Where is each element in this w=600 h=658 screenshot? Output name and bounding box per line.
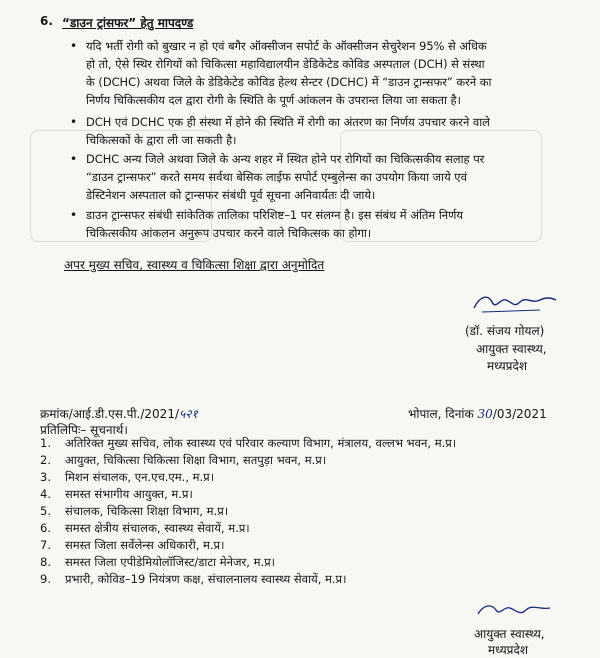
date-rest: /03/2021 bbox=[492, 407, 547, 421]
section-title: “डाउन ट्रांसफर” हेतु मापदण्ड bbox=[62, 16, 194, 30]
paragraph-line: DCH एवं DCHC एक ही संस्था में होने की स्थिति में रोगी का अंतरण का निर्णय उपचार करने वाले bbox=[86, 115, 490, 129]
reference-handwritten-number: ५२१ bbox=[179, 407, 198, 421]
bullet-marker: • bbox=[70, 115, 78, 129]
list-item bbox=[40, 504, 456, 521]
cc-heading: प्रतिलिपिः– सूचनार्थ। bbox=[40, 423, 128, 437]
paragraph-line: निर्णय चिकित्सकीय दल द्वारा रोगी के स्थिति के पूर्ण आंकलन के उपरान्त लिया जा सकता है। bbox=[86, 93, 461, 107]
list-item-number: 3. bbox=[40, 470, 51, 484]
section-number: 6. bbox=[40, 14, 53, 28]
reference-prefix: क्रमांक/आई.डी.एस.पी./2021/ bbox=[40, 407, 179, 421]
list-item-text: आयुक्त, चिकित्सा चिकित्सा शिक्षा विभाग, सतपुड़ा भवन, म.प्र। bbox=[65, 453, 327, 467]
footer-state: मध्यप्रदेश bbox=[488, 643, 529, 657]
list-item bbox=[40, 487, 456, 504]
footer-designation: आयुक्त स्वास्थ्य, bbox=[474, 627, 545, 641]
list-item-number: 2. bbox=[40, 453, 51, 467]
signature-image bbox=[470, 288, 560, 318]
list-item bbox=[40, 555, 456, 572]
paragraph-line: हो तो, ऐसे स्थिर रोगियों को चिकित्सा महाविद्यालयीन डेडिकेटेड कोविड अस्पताल (DCH) से संस्था bbox=[86, 57, 485, 71]
paragraph-line: चिकित्सकीय आंकलन अनुरूप उपचार करने वाले चिकित्सक का होगा। bbox=[86, 226, 372, 240]
list-item bbox=[40, 453, 456, 470]
paragraph-line: डेस्टिनेशन अस्पताल को ट्रान्सफर संबंधी पूर्व सूचना अनिवार्यतः दी जाये। bbox=[86, 188, 376, 202]
list-item-number: 4. bbox=[40, 487, 51, 501]
signatory-state: मध्यप्रदेश bbox=[487, 359, 528, 373]
list-item-number: 8. bbox=[40, 555, 51, 569]
list-item-text: अतिरिक्त मुख्य सचिव, लोक स्वास्थ्य एवं परिवार कल्याण विभाग, मंत्रालय, वल्लभ भवन, म.प्र। bbox=[65, 436, 457, 450]
bullet-paragraph-3 bbox=[86, 150, 556, 204]
paragraph-line: डाउन ट्रान्सफर संबंधी सांकेतिक तालिका परिशिष्ट–1 पर संलग्न है। इस संबंध में अंतिम निर्णय bbox=[86, 208, 463, 222]
list-item bbox=[40, 470, 456, 487]
list-item-text: प्रभारी, कोविड–19 नियंत्रण कक्ष, संचालनालय स्वास्थ्य सेवायें, म.प्र। bbox=[65, 572, 347, 586]
list-item-number: 1. bbox=[40, 436, 51, 450]
list-item bbox=[40, 572, 456, 589]
list-item-number: 7. bbox=[40, 538, 51, 552]
paragraph-line: DCHC अन्य जिले अथवा जिले के अन्य शहर में स्थित होने पर रोगियों का चिकित्सकीय सलाह पर bbox=[86, 152, 485, 166]
list-item bbox=[40, 521, 456, 538]
list-item-text: संचालक, चिकित्सा शिक्षा विभाग, म.प्र। bbox=[65, 504, 229, 518]
list-item-number: 5. bbox=[40, 504, 51, 518]
list-item-text: मिशन संचालक, एन.एच.एम., म.प्र। bbox=[65, 470, 215, 484]
bullet-paragraph-1 bbox=[86, 37, 556, 109]
bullet-paragraph-2 bbox=[86, 113, 556, 149]
signatory-name: (डॉ. संजय गोयल) bbox=[465, 324, 545, 338]
reference-number bbox=[40, 405, 198, 422]
list-item-text: समस्त क्षेत्रीय संचालक, स्वास्थ्य सेवायें, म.प्र। bbox=[65, 521, 250, 535]
place-date bbox=[408, 405, 547, 422]
approval-note: अपर मुख्य सचिव, स्वास्थ्य व चिकित्सा शिक्षा द्वारा अनुमोदित bbox=[64, 258, 325, 272]
bullet-marker: • bbox=[70, 152, 78, 166]
list-item bbox=[40, 538, 456, 555]
bullet-marker: • bbox=[70, 208, 78, 222]
footer-signature-image bbox=[474, 598, 554, 624]
paragraph-line: “डाउन ट्रान्सफर” करते समय सर्वथा बेसिक लाईफ सपोर्ट एम्बुलेन्स का उपयोग किया जाये एवं bbox=[86, 170, 467, 184]
list-item-text: समस्त संभागीय आयुक्त, म.प्र। bbox=[65, 487, 193, 501]
paragraph-line: के (DCHC) अथवा जिले के डेडिकेटेड कोविड हेल्थ सेन्टर (DCHC) में “डाउन ट्रान्सफर” करने का bbox=[86, 75, 492, 89]
cc-list bbox=[40, 436, 456, 589]
bullet-paragraph-4 bbox=[86, 206, 556, 242]
list-item-number: 6. bbox=[40, 521, 51, 535]
place-date-prefix: भोपाल, दिनांक bbox=[408, 407, 474, 421]
signatory-designation: आयुक्त स्वास्थ्य, bbox=[476, 342, 547, 356]
list-item-number: 9. bbox=[40, 572, 51, 586]
list-item-text: समस्त जिला एपीडेमियोलॉजिस्ट/डाटा मेनेजर, म.प्र। bbox=[65, 555, 276, 569]
list-item-text: समस्त जिला सर्वेलेन्स अधिकारी, म.प्र। bbox=[65, 538, 225, 552]
list-item bbox=[40, 436, 456, 453]
bullet-marker: • bbox=[70, 39, 78, 53]
paragraph-line: यदि भर्ती रोगी को बुखार न हो एवं बगैर ऑक्सीजन सपोर्ट के ऑक्सीजन सेचुरेशन 95% से अधिक bbox=[86, 39, 487, 53]
date-day-handwritten: 30 bbox=[477, 407, 493, 421]
paragraph-line: चिकित्सकों के द्वारा ली जा सकती है। bbox=[86, 133, 237, 147]
